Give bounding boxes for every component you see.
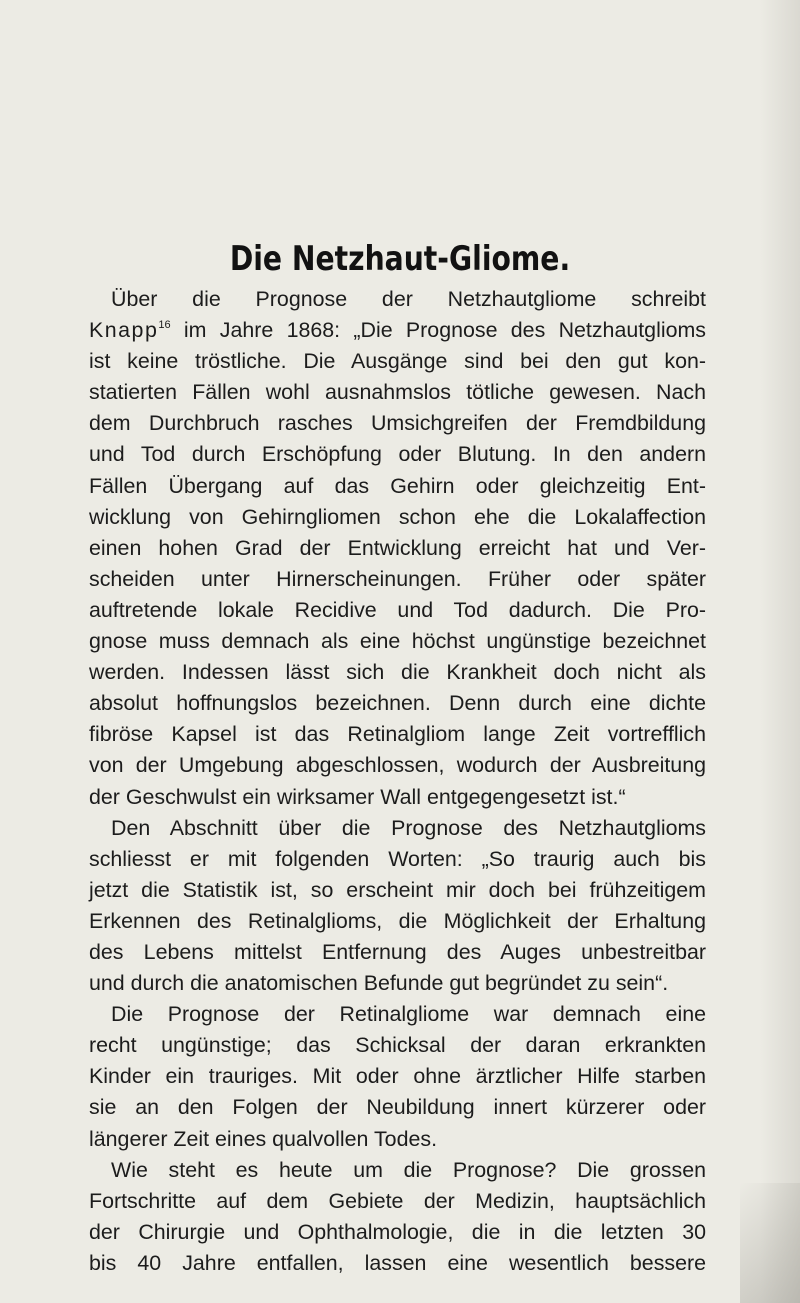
text-line: des Lebens mittelst Entfernung des Auges unbestreitbar (89, 939, 706, 964)
text-fragment: im Jahre 1868: „Die Prognose des Netzhautglioms (170, 318, 706, 343)
text-line: statierten Fällen wohl ausnahmslos tötliche gewesen. Nach (89, 380, 706, 405)
text-line: auftretende lokale Recidive und Tod dadurch. Die Pro- (89, 597, 706, 622)
text-line: sie an den Folgen der Neubildung innert kürzerer oder (89, 1095, 706, 1120)
text-line: Fortschritte auf dem Gebiete der Medizin, hauptsächlich (89, 1188, 706, 1213)
text-line: werden. Indessen lässt sich die Krankheit doch nicht als (89, 660, 706, 685)
text-line: Kinder ein trauriges. Mit oder ohne ärztlicher Hilfe starben (89, 1064, 706, 1089)
text-line: Über die Prognose der Netzhautgliome schreibt (111, 287, 706, 311)
text-line: der Geschwulst ein wirksamer Wall entgegengesetzt ist.“ (89, 784, 626, 809)
text-line: und durch die anatomischen Befunde gut begründet zu sein“. (89, 971, 669, 996)
page-edge-shadow (760, 0, 800, 1303)
text-line: bis 40 Jahre entfallen, lassen eine wesentlich bessere (89, 1250, 706, 1275)
text-line: gnose muss demnach als eine höchst ungünstige bezeichnet (89, 629, 706, 654)
footnote-reference: 16 (158, 319, 171, 332)
author-name: Knapp (89, 318, 159, 343)
text-line: scheiden unter Hirnerscheinungen. Früher oder später (89, 566, 706, 591)
text-line: schliesst er mit folgenden Worten: „So traurig auch bis (89, 846, 706, 871)
text-line: Die Prognose der Retinalgliome war demnach eine (111, 1002, 706, 1027)
text-line: dem Durchbruch rasches Umsichgreifen der Fremdbildung (89, 411, 706, 436)
text-line: einen hohen Grad der Entwicklung erreicht hat und Ver- (89, 535, 706, 560)
text-line: Fällen Übergang auf das Gehirn oder gleichzeitig Ent- (89, 473, 706, 498)
text-line: der Chirurgie und Ophthalmologie, die in die letzten 30 (89, 1219, 706, 1244)
text-line: ist keine tröstliche. Die Ausgänge sind bei den gut kon- (89, 349, 706, 374)
text-line: von der Umgebung abgeschlossen, wodurch der Ausbreitung (89, 753, 706, 778)
text-line: Wie steht es heute um die Prognose? Die grossen (111, 1157, 706, 1182)
text-line: und Tod durch Erschöpfung oder Blutung. In den andern (89, 442, 706, 467)
text-line: Erkennen des Retinalglioms, die Möglichkeit der Erhaltung (89, 908, 706, 933)
text-line: jetzt die Statistik ist, so erscheint mir doch bei frühzeitigem (89, 877, 706, 902)
text-line: längerer Zeit eines qualvollen Todes. (89, 1126, 438, 1151)
body-text (89, 284, 706, 1279)
text-line: recht ungünstige; das Schicksal der daran erkrankten (89, 1033, 706, 1058)
text-line: absolut hoffnungslos bezeichnen. Denn durch eine dichte (89, 691, 706, 716)
text-line: wicklung von Gehirngliomen schon ehe die Lokalaffection (89, 504, 706, 529)
page-corner-shadow (740, 1183, 800, 1303)
text-line (89, 315, 706, 346)
text-line: fibröse Kapsel ist das Retinalgliom lange Zeit vortrefflich (89, 722, 706, 747)
text-line: Den Abschnitt über die Prognose des Netzhautglioms (111, 815, 706, 840)
chapter-title: Die Netzhaut-Gliome. (229, 239, 571, 279)
